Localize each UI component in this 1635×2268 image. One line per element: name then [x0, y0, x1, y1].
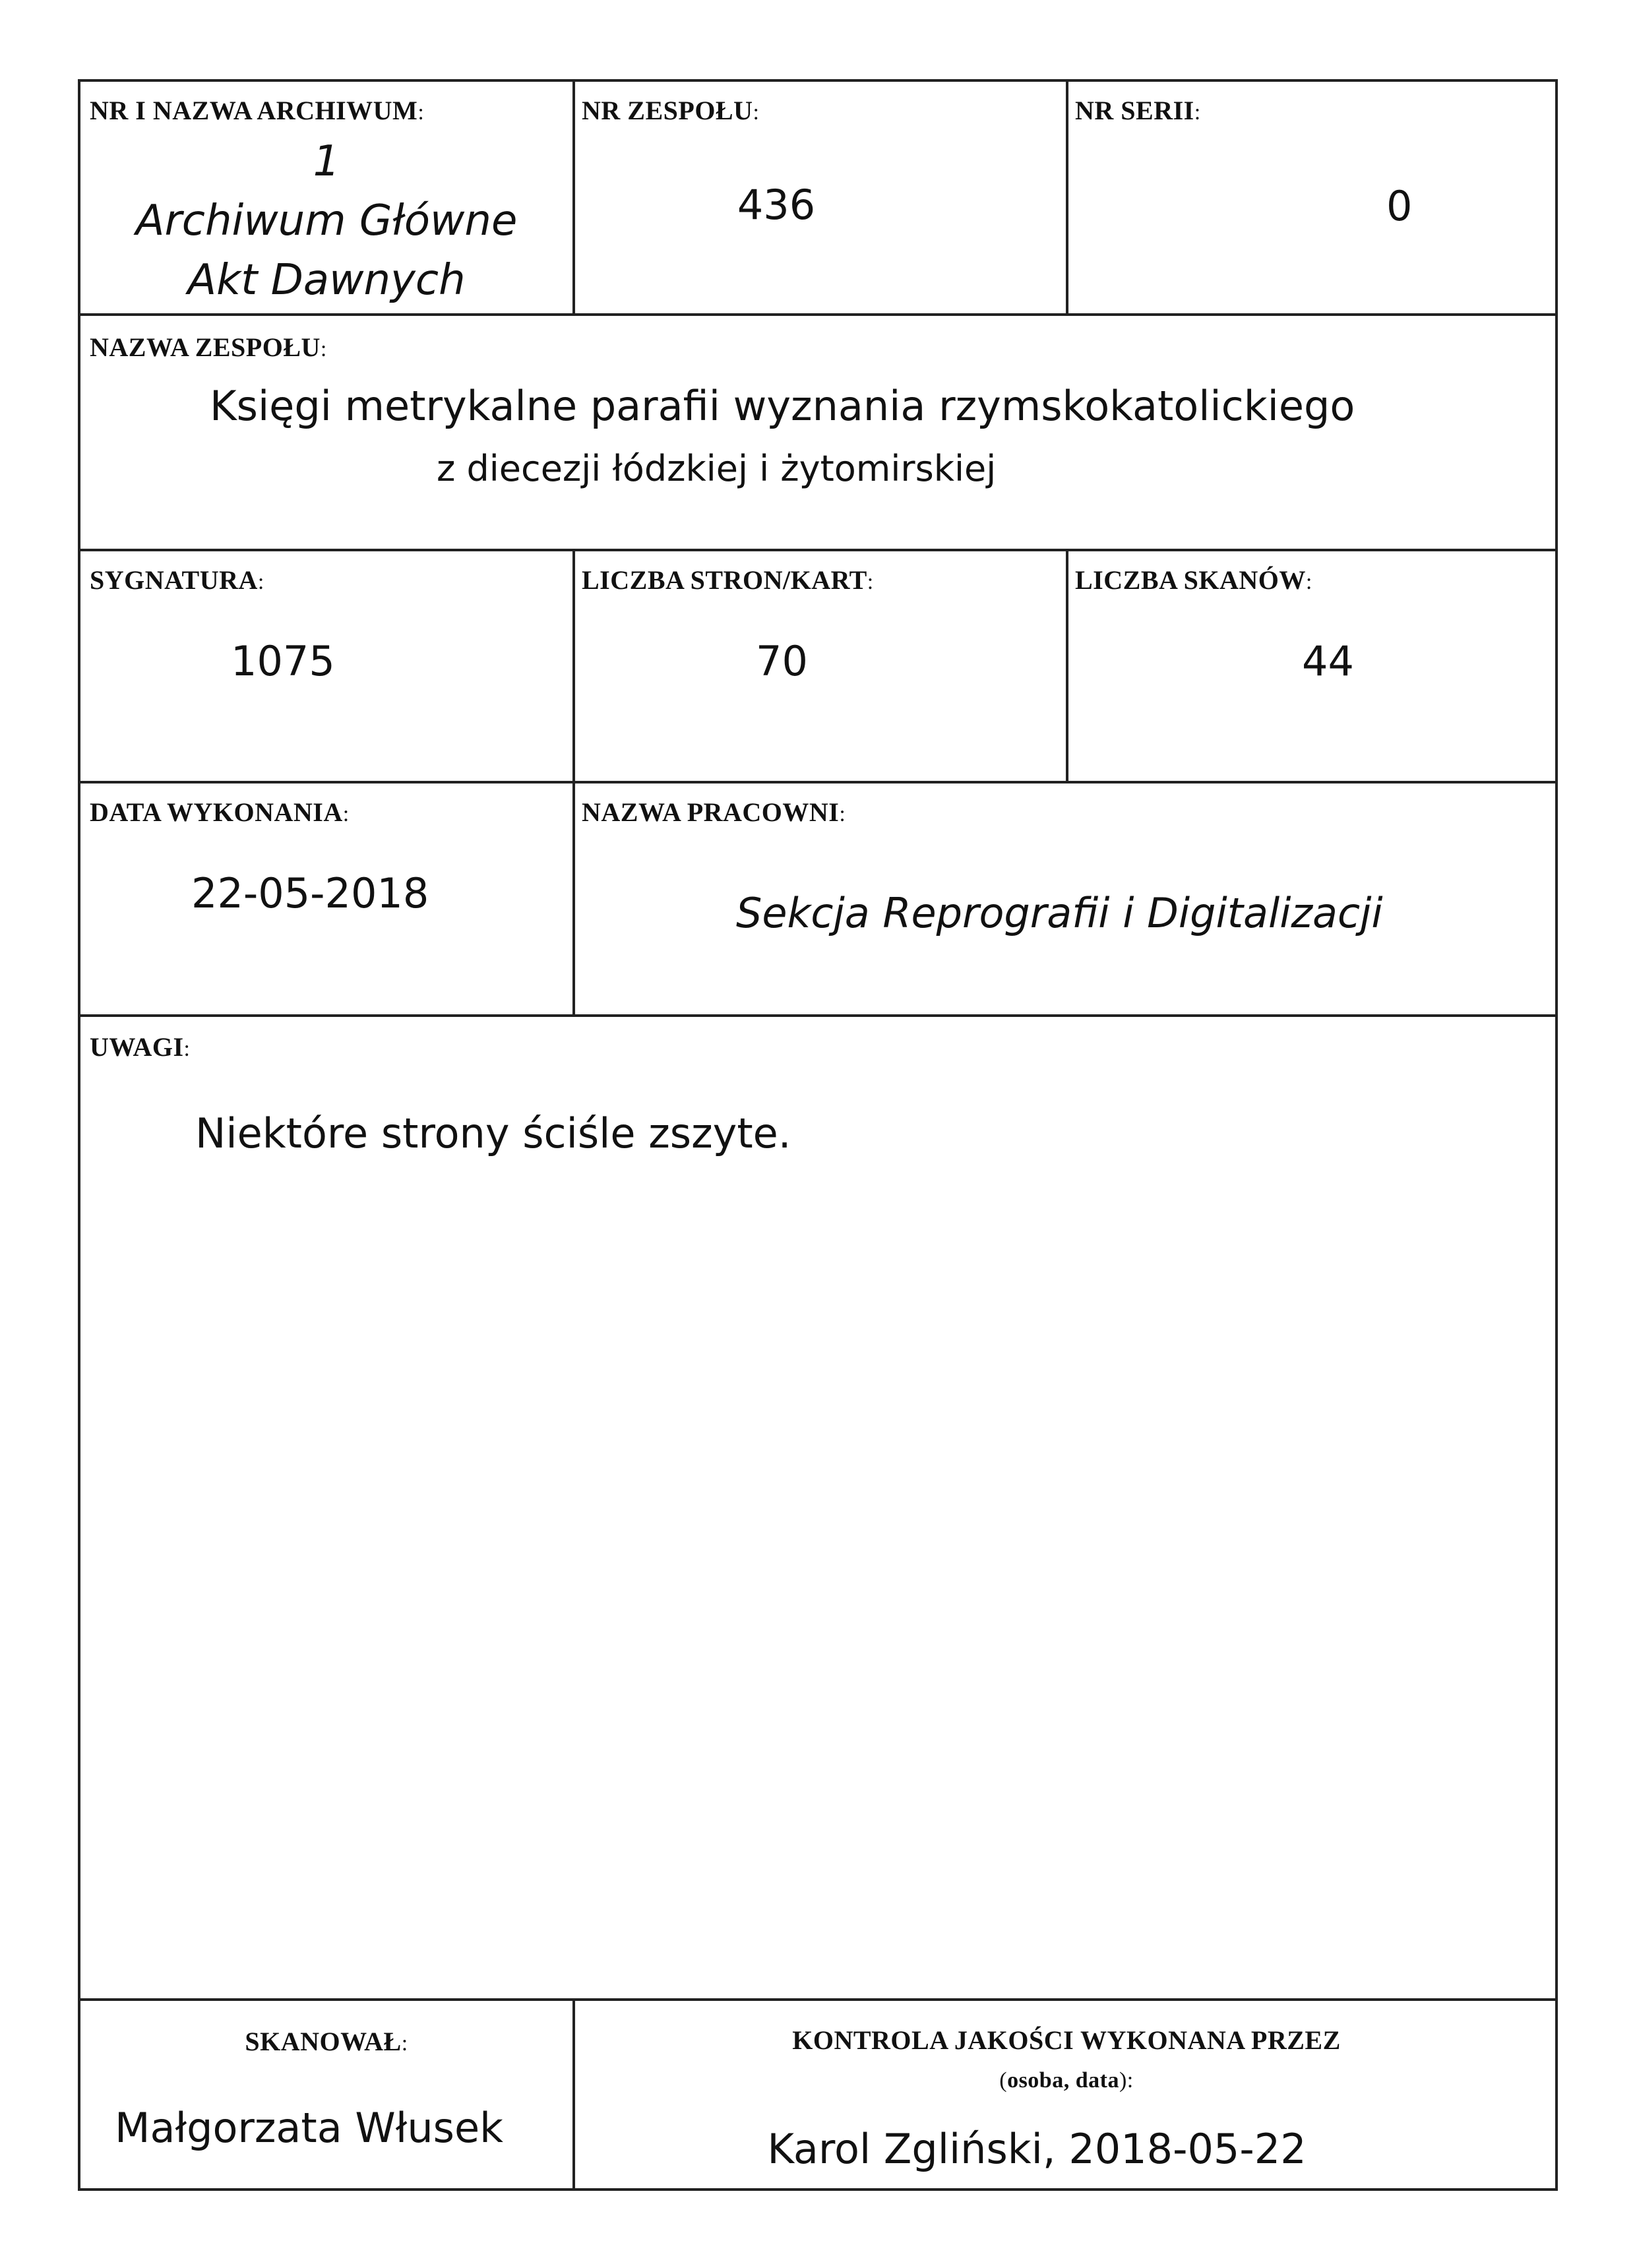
archive-name-line2: Akt Dawnych: [187, 256, 466, 305]
date-done-cell: [80, 783, 572, 1014]
notes-value: Niektóre strony ściśle zszyte.: [195, 1109, 791, 1157]
date-done-label: DATA WYKONANIA:: [90, 797, 350, 827]
fonds-number-label: NR ZESPOŁU:: [582, 96, 760, 125]
archive-number: 1: [313, 137, 340, 186]
quality-control-value: Karol Zgliński, 2018-05-22: [767, 2125, 1307, 2173]
fonds-name-line1: Księgi metrykalne parafii wyznania rzymskokatolickiego: [210, 382, 1355, 430]
archive-name-line1: Archiwum Główne: [135, 197, 518, 245]
notes-cell: [80, 1017, 1558, 1998]
fonds-number-value: 436: [737, 181, 816, 229]
date-done-value: 22-05-2018: [191, 869, 429, 917]
series-number-label: NR SERII:: [1075, 96, 1201, 125]
signature-cell: [80, 551, 572, 781]
scanned-by-label: SKANOWAŁ:: [245, 2027, 408, 2056]
scan-count-value: 44: [1302, 637, 1354, 685]
metadata-form: [78, 79, 1558, 2191]
series-number-cell: [1068, 82, 1558, 313]
workshop-label: NAZWA PRACOWNI:: [582, 797, 846, 827]
page-count-cell: [575, 551, 1066, 781]
fonds-number-cell: [575, 82, 1066, 313]
scanned-by-cell: [80, 2001, 572, 2191]
fonds-name-label: NAZWA ZESPOŁU:: [90, 332, 327, 362]
quality-control-cell: [575, 2001, 1558, 2191]
page-count-value: 70: [756, 637, 808, 685]
workshop-cell: [575, 783, 1558, 1014]
fonds-name-line2: z diecezji łódzkiej i żytomirskiej: [437, 448, 997, 489]
fonds-name-cell: [80, 316, 1558, 549]
archive-label: NR I NAZWA ARCHIWUM:: [90, 96, 425, 125]
scanned-by-value: Małgorzata Włusek: [115, 2104, 503, 2152]
quality-control-sublabel: (osoba, data):: [999, 2068, 1134, 2093]
archive-cell: [80, 82, 572, 313]
series-number-value: 0: [1386, 182, 1413, 230]
quality-control-label: KONTROLA JAKOŚCI WYKONANA PRZEZ: [792, 2025, 1341, 2055]
workshop-value: Sekcja Reprografii i Digitalizacji: [736, 889, 1383, 937]
scan-count-cell: [1068, 551, 1558, 781]
notes-label: UWAGI:: [90, 1032, 191, 1062]
signature-label: SYGNATURA:: [90, 565, 264, 595]
page-count-label: LICZBA STRON/KART:: [582, 565, 874, 595]
signature-value: 1075: [231, 637, 335, 685]
scan-count-label: LICZBA SKANÓW:: [1075, 565, 1312, 595]
